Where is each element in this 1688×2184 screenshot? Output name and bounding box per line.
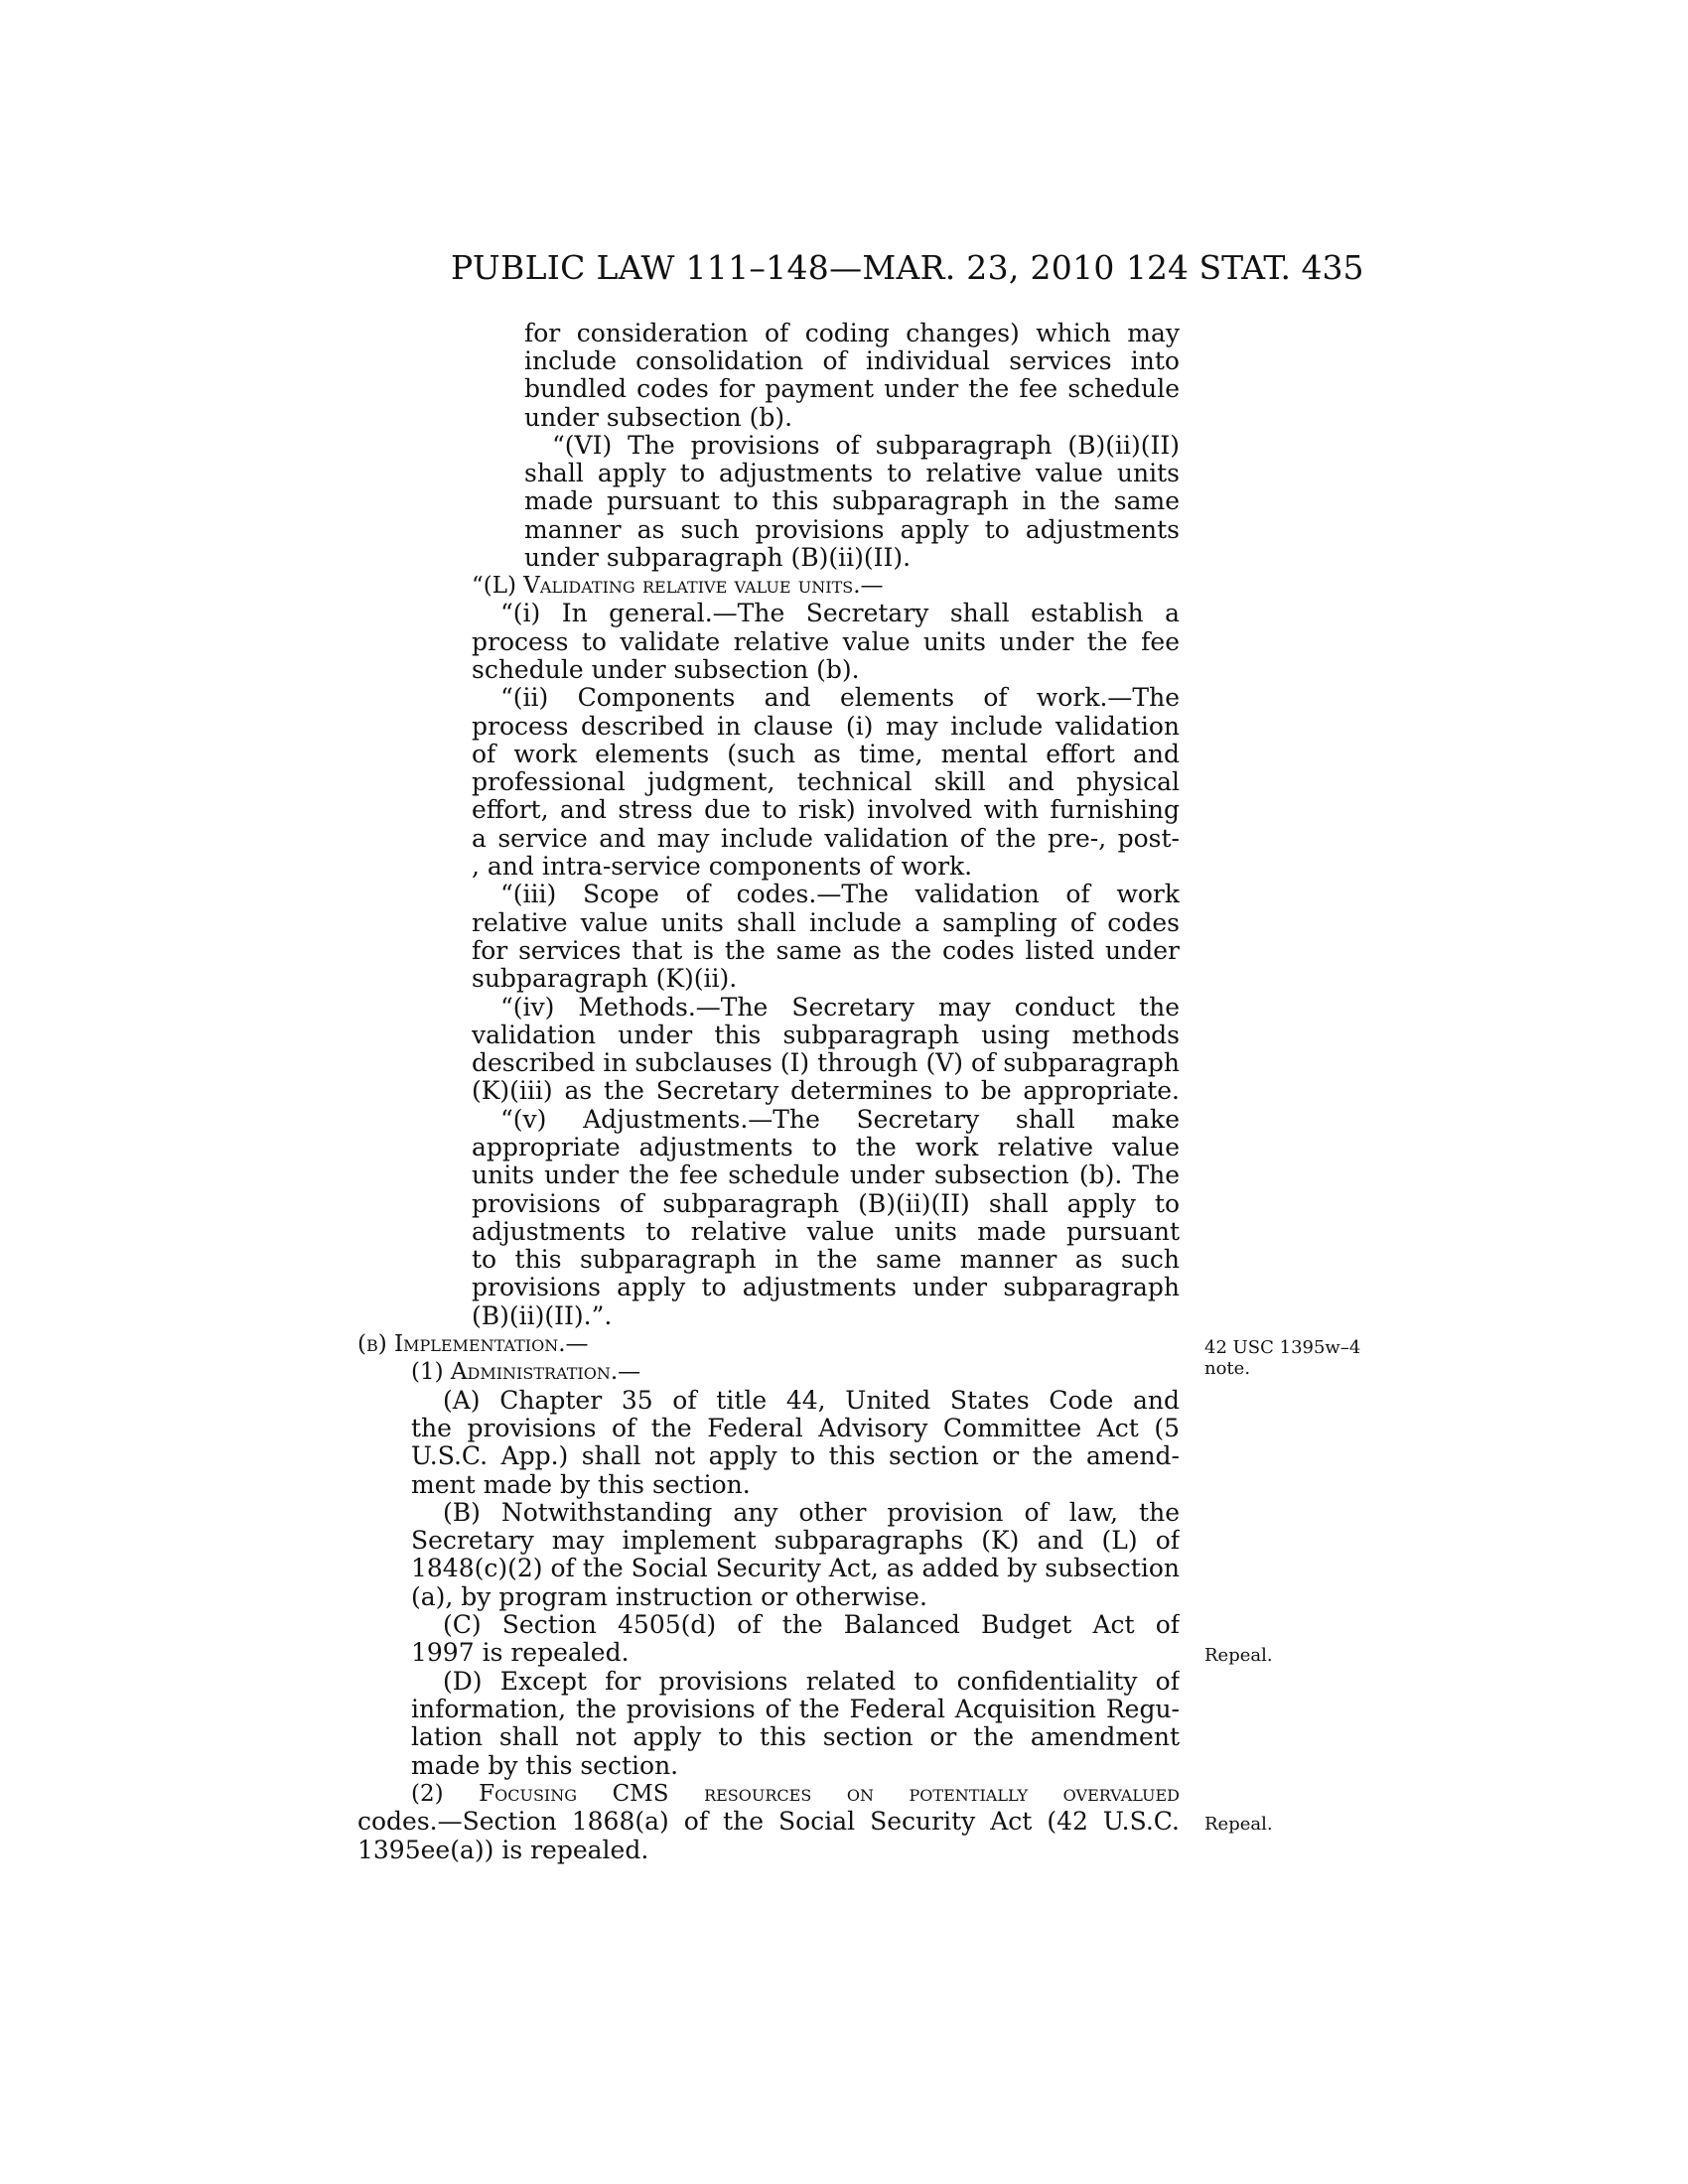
text-line: provisions of subparagraph (B)(ii)(II) shall apply to [472,1190,1180,1218]
text-line: units under the fee schedule under subsection (b). The [472,1161,1180,1189]
text-line: shall apply to adjustments to relative value units [524,460,1180,487]
text-line: (D) Except for provisions related to confidentiality of [443,1668,1180,1696]
text-line: (A) Chapter 35 of title 44, United States Code and [443,1387,1180,1415]
text-line: bundled codes for payment under the fee schedule [524,375,1180,403]
text-line: U.S.C. App.) shall not apply to this section or the amend- [411,1442,1180,1470]
text-line: under subparagraph (B)(ii)(II). [524,543,912,572]
text-line: “(i) In general.—The Secretary shall establish a [500,600,1180,627]
text-line: for consideration of coding changes) which may [524,320,1180,347]
section-heading: “(L) Validating relative value units.— [472,573,884,599]
text-line: , and intra-service components of work. [472,852,973,881]
text-line: codes.—Section 1868(a) of the Social Security Act (42 U.S.C. [357,1808,1180,1836]
text-line: information, the provisions of the Federal Acquisition Regu- [411,1696,1180,1723]
text-line: provisions apply to adjustments under subparagraph [472,1274,1180,1301]
text-line: schedule under subsection (b). [472,655,860,684]
text-line: (a), by program instruction or otherwise. [411,1582,927,1611]
text-line: relative value units shall include a sampling of codes [472,909,1180,937]
text-line: 1848(c)(2) of the Social Security Act, as added by subsection [411,1555,1180,1582]
text-line: process to validate relative value units under the fee [472,628,1180,656]
text-line: include consolidation of individual services into [524,347,1180,375]
text-line: of work elements (such as time, mental effort and [472,741,1180,768]
text-line: appropriate adjustments to the work relative value [472,1134,1180,1161]
text-line: validation under this subparagraph using methods [472,1022,1180,1049]
text-line: described in subclauses (I) through (V) of subparagraph [472,1049,1180,1077]
text-line: 1395ee(a)) is repealed. [357,1836,649,1864]
text-line: adjustments to relative value units made pursuant [472,1218,1180,1246]
text-line: the provisions of the Federal Advisory Committee Act (5 [411,1415,1180,1442]
margin-note-repeal: Repeal. [1204,1814,1273,1835]
margin-note-repeal: Repeal. [1204,1645,1273,1666]
text-line: “(iv) Methods.—The Secretary may conduct the [500,994,1180,1022]
text-line: “(iii) Scope of codes.—The validation of work [500,881,1180,908]
text-line: (B) Notwithstanding any other provision of law, the [443,1499,1180,1527]
text-line: process described in clause (i) may include validation [472,713,1180,741]
text-line: for services that is the same as the codes listed under [472,937,1180,965]
text-line: professional judgment, technical skill and physical [472,768,1180,796]
text-line: made by this section. [411,1751,679,1780]
text-line: ment made by this section. [411,1470,751,1499]
text-line: lation shall not apply to this section or the amendment [411,1723,1180,1751]
text-line: subparagraph (K)(ii). [472,964,738,993]
text-line: to this subparagraph in the same manner as such [472,1246,1180,1274]
text-line: Secretary may implement subparagraphs (K) and (L) of [411,1527,1180,1555]
section-heading: (2) Focusing CMS resources on potentially overvalued [411,1781,1180,1807]
text-line: (K)(iii) as the Secretary determines to be appropriate. [472,1077,1180,1105]
text-line: effort, and stress due to risk) involved with furnishing [472,796,1180,824]
text-line: a service and may include validation of the pre-, post- [472,825,1180,853]
page-number-stat: 124 STAT. 435 [1126,248,1364,287]
text-line: “(VI) The provisions of subparagraph (B)(ii)(II) [552,432,1180,460]
text-line: manner as such provisions apply to adjustments [524,516,1180,544]
section-heading: (1) Administration.— [411,1359,641,1385]
text-line: “(v) Adjustments.—The Secretary shall make [500,1106,1180,1134]
text-line: 1997 is repealed. [411,1638,630,1667]
text-line: under subsection (b). [524,403,793,432]
section-heading: (b) Implementation.— [357,1331,589,1357]
margin-note-citation: note. [1204,1358,1251,1379]
margin-note-citation: 42 USC 1395w–4 [1204,1337,1361,1358]
text-line: (C) Section 4505(d) of the Balanced Budget Act of [443,1611,1180,1639]
text-line: (B)(ii)(II).”. [472,1301,613,1330]
text-line: “(ii) Components and elements of work.—The [500,684,1180,712]
text-line: made pursuant to this subparagraph in the same [524,487,1180,515]
running-header-title: PUBLIC LAW 111–148—MAR. 23, 2010 [451,248,1115,287]
